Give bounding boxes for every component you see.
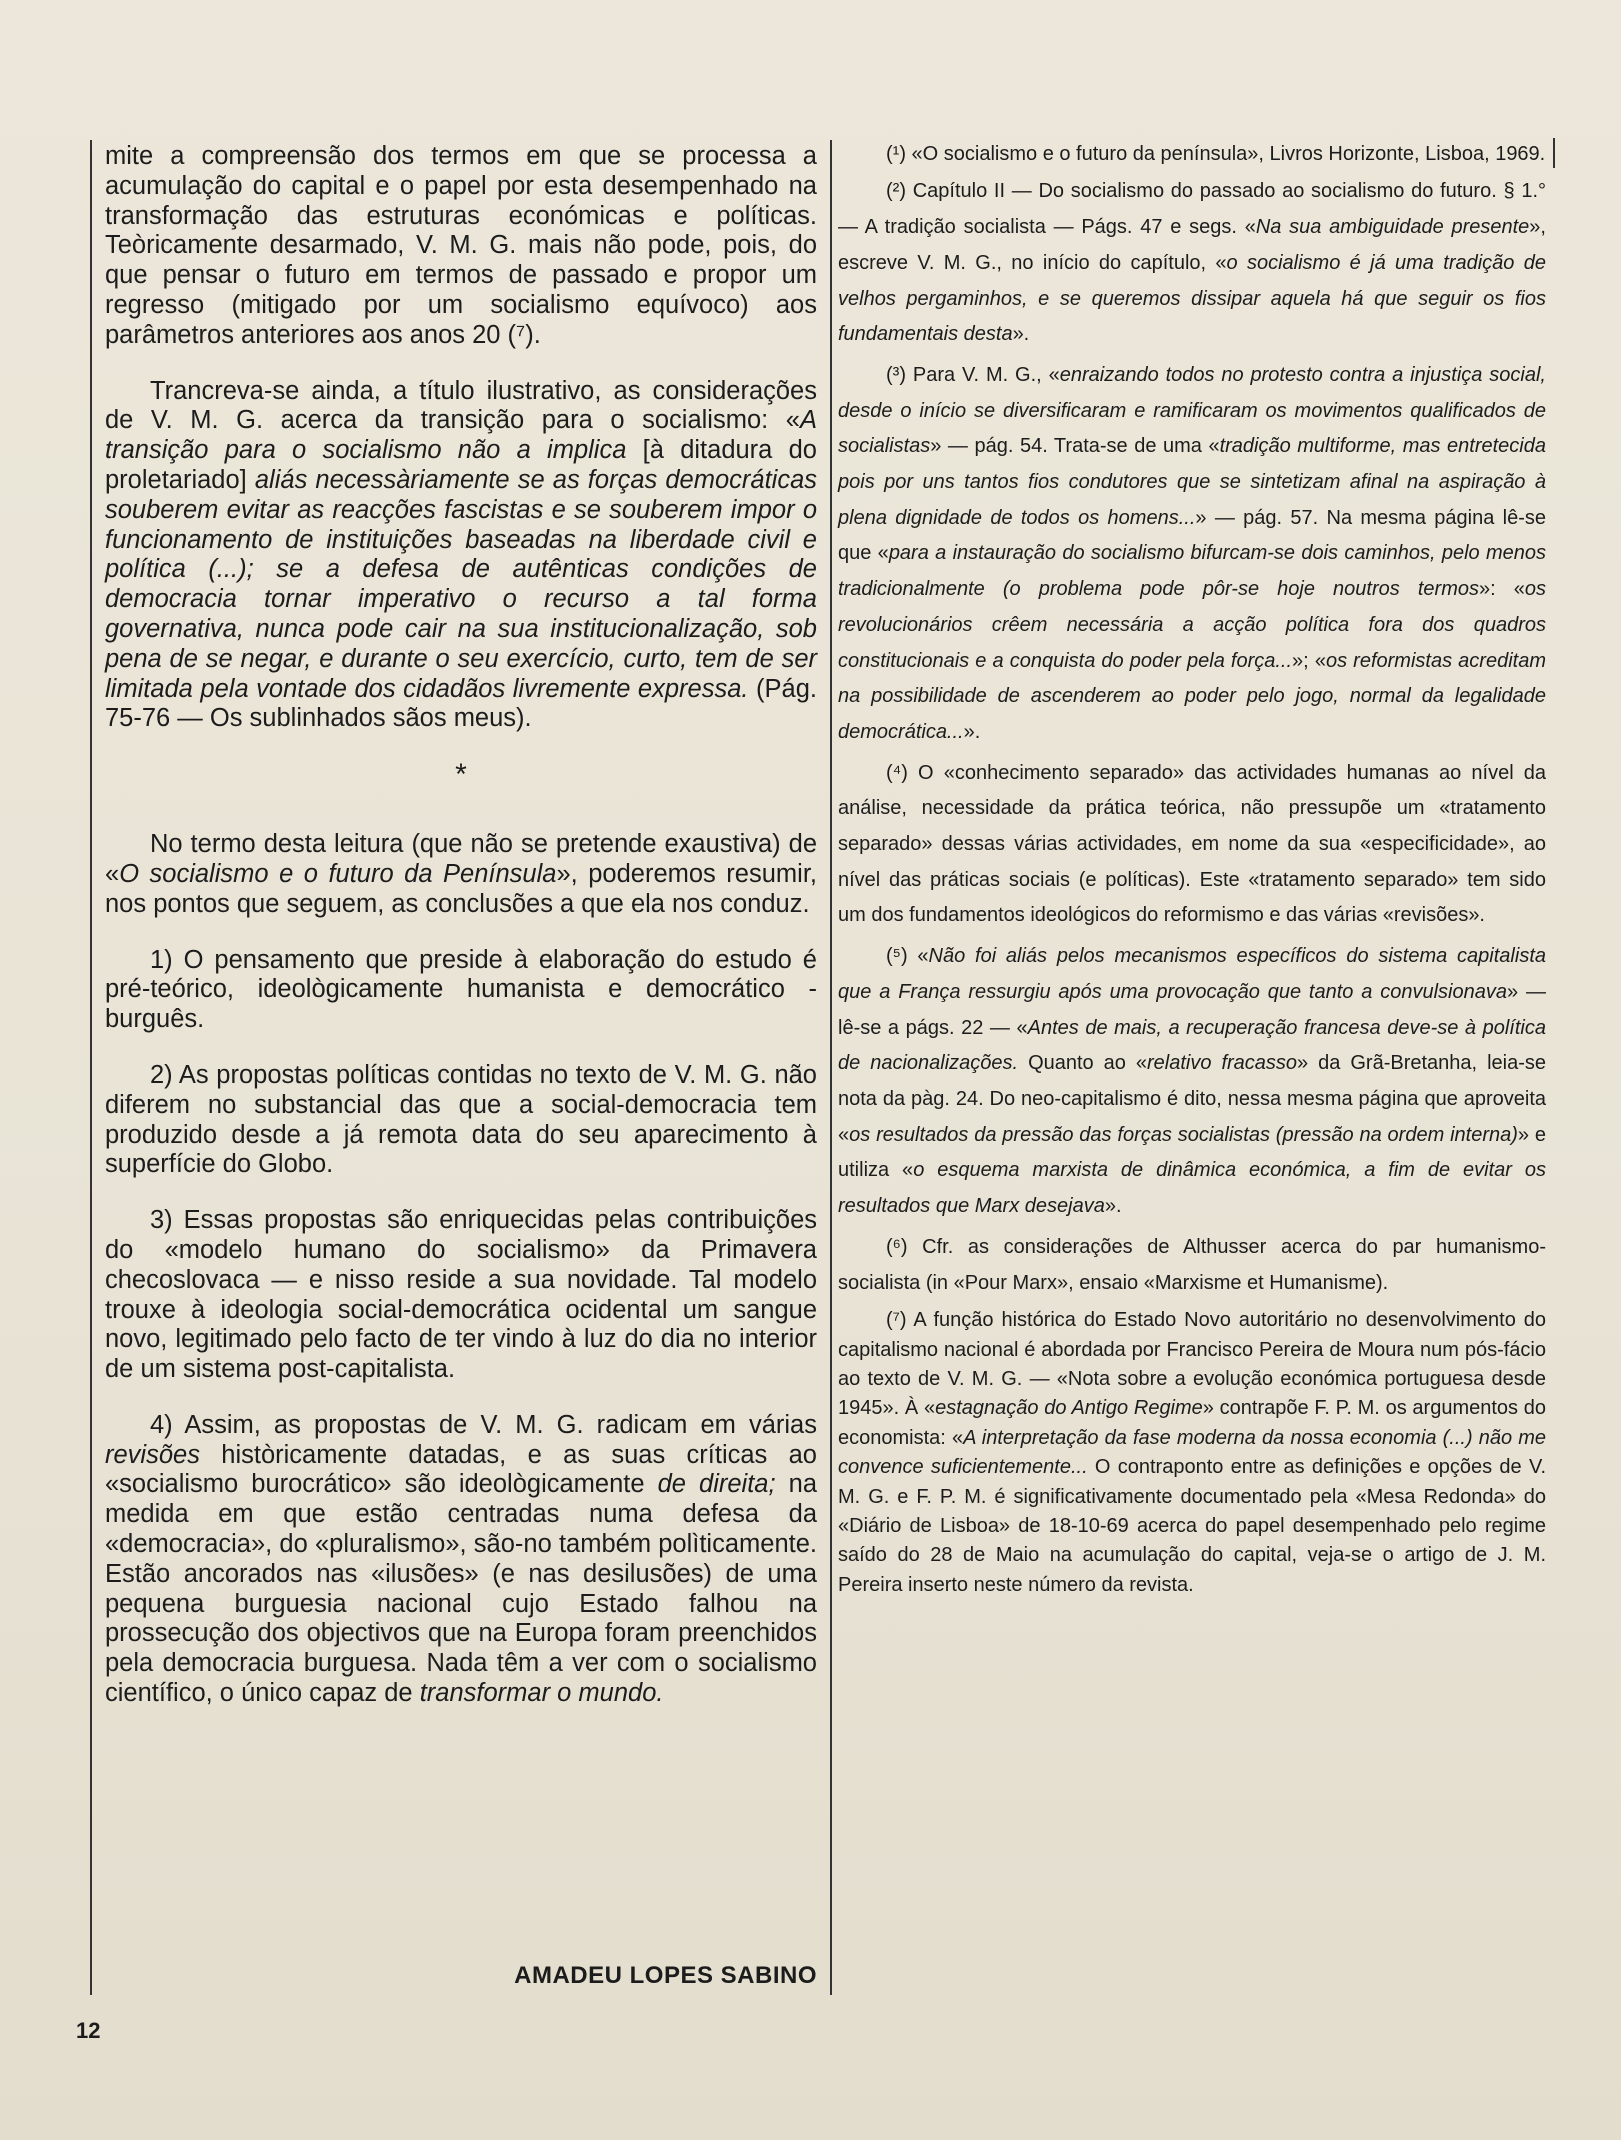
paragraph-3: No termo desta leitura (que não se pretende exaustiva) de «O socialismo e o futuro da Península», poderemos resumir, nos pontos que seguem, as conclusões a que ela nos conduz. xyxy=(105,830,817,918)
footnote-6: (⁶) Cfr. as considerações de Althusser acerca do par humanismo-socialista (in «Pour Marx», ensaio «Marxisme et Humanisme). xyxy=(838,1235,1546,1294)
footnotes-column xyxy=(838,140,1546,1605)
conclusion-point-3: 3) Essas propostas são enriquecidas pelas contribuições do «modelo humano do socialismo» da Primavera checoslovaca — e nisso reside a sua novidade. Tal modelo trouxe à ideologia social-democrática ocidental um sangue novo, legitimado pelo facto de ter vindo à luz do dia no interior de um sistema post-capitalista. xyxy=(105,1206,817,1384)
footnote-7: (⁷) A função histórica do Estado Novo autoritário no desenvolvimento do capitalismo nacional é abordada por Francisco Pereira de Moura num pós-fácio ao texto de V. M. G. — «Nota sobre a evolução económica portuguesa desde 1945». À «estagnação do Antigo Regime» contrapõe F. P. M. os argumentos do economista: «A interpretação da fase moderna da nossa economia (...) não me convence suficientemente... O contraponto entre as definições e opções de V. M. G. e F. P. M. é significativamente documentado pela «Mesa Redonda» do «Diário de Lisboa» de 18-10-69 acerca do papel desempenhado pelo regime saído do 28 de Maio na acumulação do capital, veja-se o artigo de J. M. Pereira inserto neste número da revista. xyxy=(838,1309,1546,1596)
paragraph-1: mite a compreensão dos termos em que se processa a acumulação do capital e o papel por esta desempenhado na transformação das estruturas económicas e políticas. Teòricamente desarmado, V. M. G. mais não pode, pois, do que pensar o futuro em termos de passado e propor um regresso (mitigado por um socialismo equívoco) aos parâmetros anteriores aos anos 20 (⁷). xyxy=(105,142,817,349)
author-signature: AMADEU LOPES SABINO xyxy=(514,1962,817,1989)
section-asterisk: * xyxy=(455,758,467,792)
conclusion-point-2: 2) As propostas políticas contidas no texto de V. M. G. não diferem no substancial das que a social-democracia tem produzido desde a já remota data do seu aparecimento à superfície do Globo. xyxy=(105,1060,817,1179)
footnote-5: (⁵) «Não foi aliás pelos mecanismos específicos do sistema capitalista que a França ressurgiu após uma provocação que tanto a convulsionava» — lê-se a págs. 22 — «Antes de mais, a recuperação francesa deve-se à política de nacionalizações. Quanto ao «relativo fracasso» da Grã-Bretanha, leia-se nota da pàg. 24. Do neo-capitalismo é dito, nessa mesma página que aproveita «os resultados da pressão das forças socialistas (pressão na ordem interna)» e utiliza «o esquema marxista de dinâmica económica, a fim de evitar os resultados que Marx desejava». xyxy=(838,945,1547,1218)
right-column-tick xyxy=(1553,138,1555,168)
left-column-rule xyxy=(90,140,92,1995)
footnote-2: (²) Capítulo II — Do socialismo do passado ao socialismo do futuro. § 1.° — A tradição socialista — Págs. 47 e segs. «Na sua ambiguidade presente», escreve V. M. G., no início do capítulo, «o socialismo é já uma tradição de velhos pergaminhos, e se queremos dissipar aquela há que seguir os fios fundamentais desta». xyxy=(838,180,1546,346)
page-number: 12 xyxy=(76,2018,101,2043)
quote-italic-1: A transição para o socialismo não a implica xyxy=(105,406,817,465)
conclusion-point-4: 4) Assim, as propostas de V. M. G. radicam em várias revisões històricamente datadas, e as suas críticas ao «socialismo burocrático» são ideològicamente de direita; na medida em que estão centradas numa defesa da «democracia», do «pluralismo», são-no também polìticamente. Estão ancorados nas «ilusões» (e nas desilusões) de uma pequena burguesia nacional cujo Estado falhou na prossecução dos objectivos que na Europa foram preenchidos pela democracia burguesa. Nada têm a ver com o socialismo científico, o único capaz de transformar o mundo. xyxy=(105,1410,818,1708)
footnote-4: (⁴) O «conhecimento separado» das actividades humanas ao nível da análise, necessidade da prática teórica, não pressupõe um «tratamento separado» dessas várias actividades, em nome da sua «especificidade», ao nível das práticas sociais (e políticas). Este «tratamento separado» tem sido um dos fundamentos ideológicos do reformismo e das várias «revisões». xyxy=(838,761,1546,927)
book-title: O socialismo e o futuro da Península xyxy=(119,859,557,888)
conclusion-point-1: 1) O pensamento que preside à elaboração do estudo é pré-teórico, ideològicamente humanista e democrático - burguês. xyxy=(105,945,817,1034)
footnote-1: (¹) «O socialismo e o futuro da península», Livros Horizonte, Lisboa, 1969. xyxy=(886,143,1546,165)
paragraph-2: Trancreva-se ainda, a título ilustrativo, as considerações de V. M. G. acerca da transição para o socialismo: «A transição para o socialismo não a implica [à ditadura do proletariado] aliás necessàriamente se as forças democráticas souberem evitar as reacções fascistas e se souberem impor o funcionamento de instituições baseadas na liberdade civil e política (...); se a defesa de autênticas condições de democracia tornar imperativo o recurso a tal forma governativa, nunca pode cair na sua institucionalização, sob pena de se negar, e durante o seu exercício, curto, tem de ser limitada pela vontade dos cidadãos livremente expressa. (Pág. 75-76 — Os sublinhados sãos meus). xyxy=(105,376,817,733)
footnote-3: (³) Para V. M. G., «enraizando todos no protesto contra a injustiça social, desde o início se diversificaram e ramificaram os movimentos qualificados de socialistas» — pág. 54. Trata-se de uma «tradição multiforme, mas entretecida pois por uns tantos fios condutores que se sintetizam afinal na aspiração à plena dignidade de todos os homens...» — pág. 57. Na mesma página lê-se que «para a instauração do socialismo bifurcam-se dois caminhos, pelo menos tradicionalmente (o problema pode pôr-se hoje noutros termos»: «os revolucionários crêem necessária a acção política fora dos quadros constitucionais e a conquista do poder pela força...»; «os reformistas acreditam na possibilidade de ascenderem ao poder pelo jogo, normal da legalidade democrática...». xyxy=(838,363,1546,743)
column-divider xyxy=(830,140,832,1995)
main-article-column xyxy=(105,142,817,1735)
quote-italic-2: aliás necessàriamente se as forças democráticas souberem evitar as reacções fascistas e se souberem impor o funcionamento de instituições baseadas na liberdade civil e política (...); se a defesa de autênticas condições de democracia tornar imperativo o recurso a tal forma governativa, nunca pode cair na sua institucionalização, sob pena de se negar, e durante o seu exercício, curto, tem de ser limitada pela vontade dos cidadãos livremente expressa. xyxy=(105,465,817,703)
